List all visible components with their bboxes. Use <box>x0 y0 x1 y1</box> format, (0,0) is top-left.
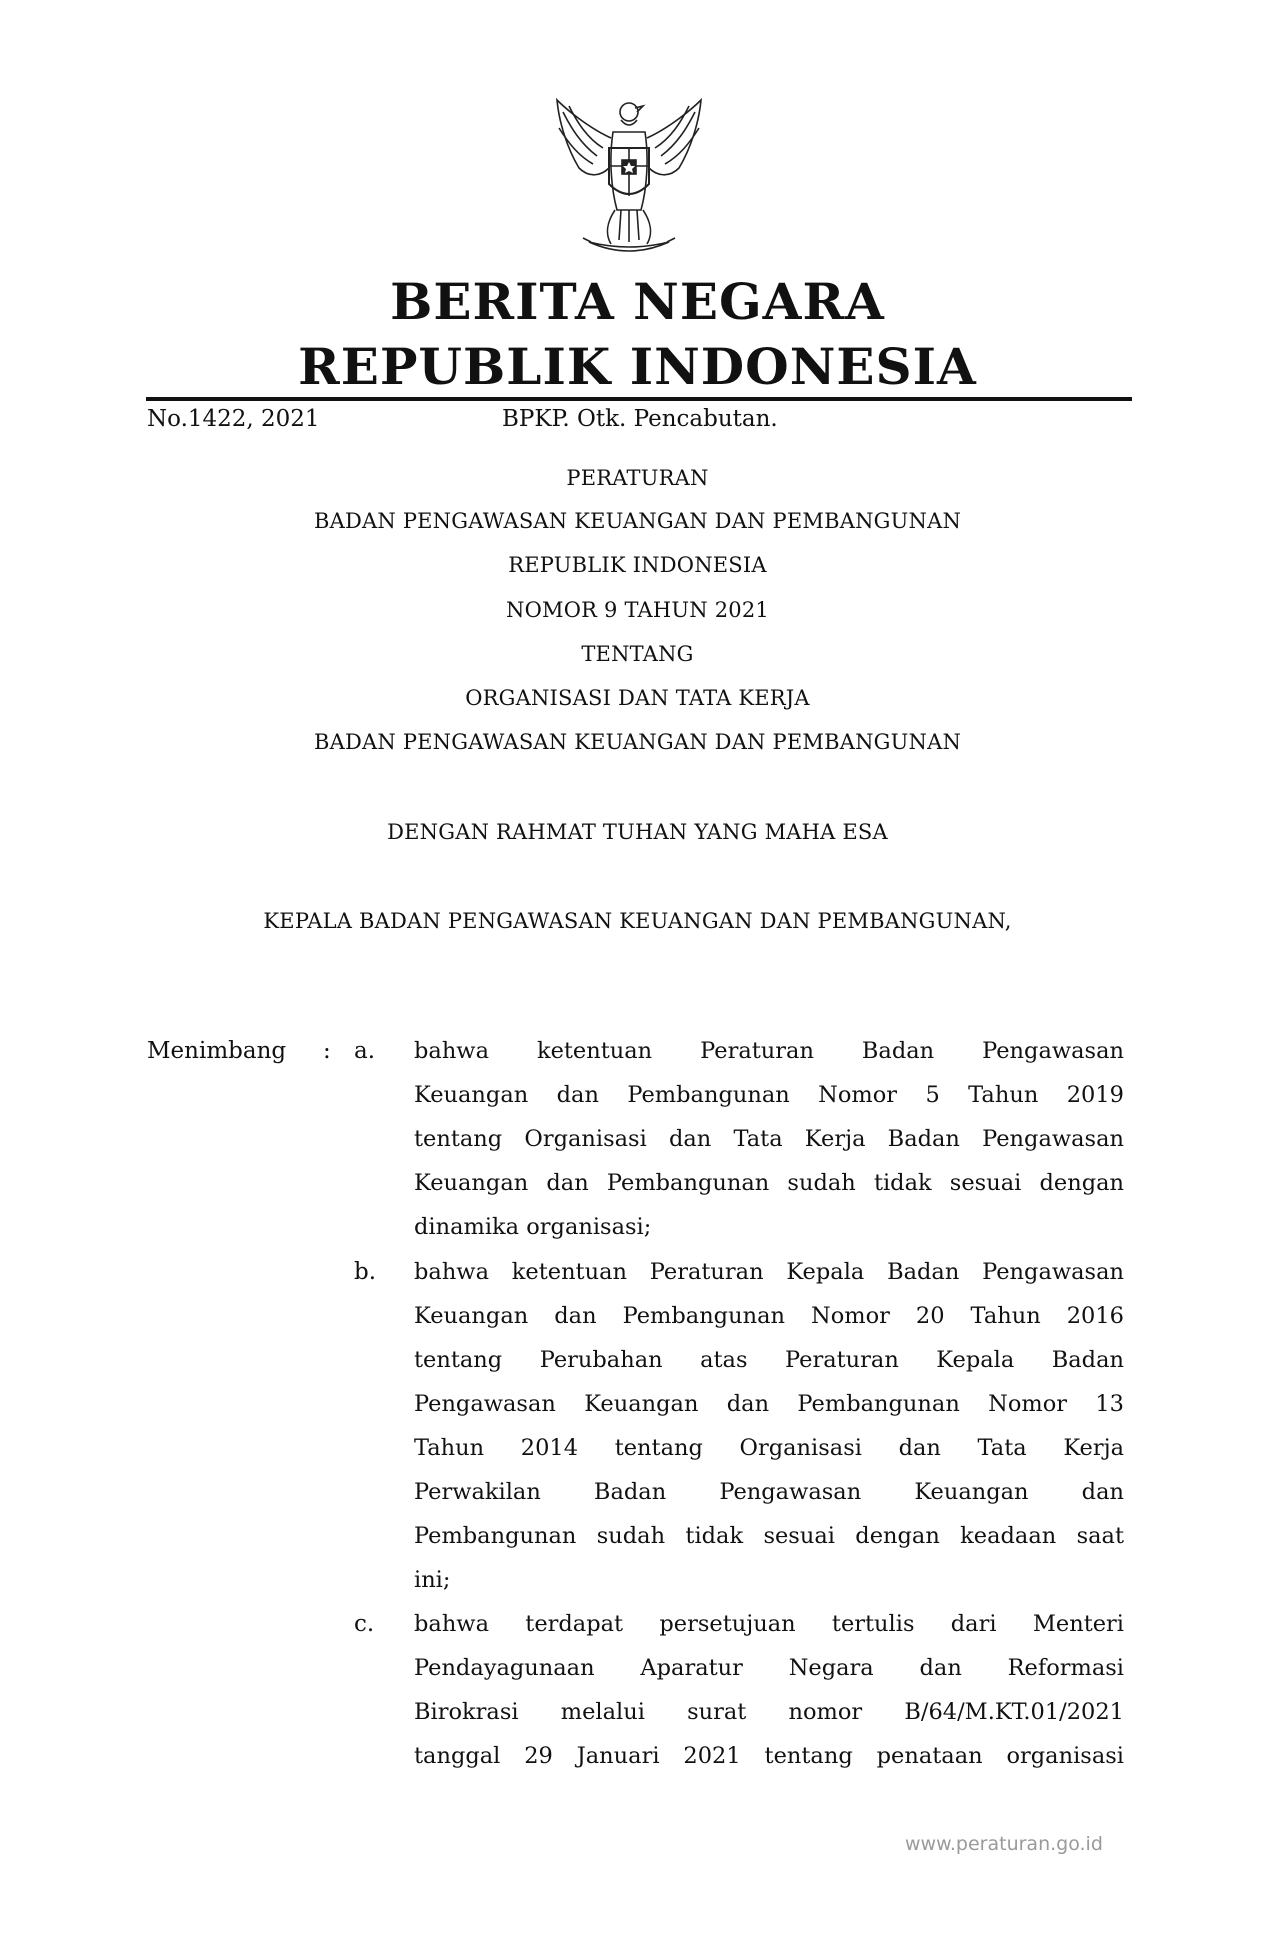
text-line: Tahun 2014 tentang Organisasi dan Tata Kerja <box>414 1435 1124 1461</box>
text-line: Perwakilan Badan Pengawasan Keuangan dan <box>414 1479 1124 1505</box>
menimbang-item-b <box>414 1250 1124 1602</box>
menimbang-colon: : <box>323 1038 331 1064</box>
heading-line: ORGANISASI DAN TATA KERJA <box>465 686 810 710</box>
text-line: Birokrasi melalui surat nomor B/64/M.KT.01/2021 <box>414 1699 1124 1725</box>
text-line: Pembangunan sudah tidak sesuai dengan keadaan saat <box>414 1523 1124 1549</box>
heading-line: NOMOR 9 TAHUN 2021 <box>506 598 769 622</box>
heading-line: REPUBLIK INDONESIA <box>508 553 767 577</box>
text-line: tentang Perubahan atas Peraturan Kepala Badan <box>414 1347 1124 1373</box>
text-line: bahwa ketentuan Peraturan Badan Pengawasan <box>414 1038 1124 1064</box>
header-rule <box>146 397 1132 401</box>
official-title: KEPALA BADAN PENGAWASAN KEUANGAN DAN PEMBANGUNAN, <box>263 909 1012 933</box>
text-line: Keuangan dan Pembangunan Nomor 20 Tahun 2016 <box>414 1303 1124 1329</box>
text-line: tanggal 29 Januari 2021 tentang penataan organisasi <box>414 1743 1124 1769</box>
heading-line: PERATURAN <box>566 466 709 490</box>
footer-url: www.peraturan.go.id <box>905 1833 1103 1855</box>
menimbang-label: Menimbang <box>147 1038 287 1064</box>
garuda-emblem-icon <box>549 98 709 260</box>
text-line: dinamika organisasi; <box>414 1214 652 1240</box>
heading-line: TENTANG <box>581 642 694 666</box>
text-line: bahwa ketentuan Peraturan Kepala Badan Pengawasan <box>414 1259 1124 1285</box>
heading-line: BADAN PENGAWASAN KEUANGAN DAN PEMBANGUNAN <box>313 509 962 533</box>
text-line: bahwa terdapat persetujuan tertulis dari Menteri <box>414 1611 1124 1637</box>
heading-line: BADAN PENGAWASAN KEUANGAN DAN PEMBANGUNAN <box>313 730 962 754</box>
text-line: Keuangan dan Pembangunan Nomor 5 Tahun 2019 <box>414 1082 1124 1108</box>
document-subject: BPKP. Otk. Pencabutan. <box>502 406 778 432</box>
item-letter: c. <box>354 1611 375 1637</box>
menimbang-item-c <box>414 1602 1124 1778</box>
item-letter: b. <box>354 1259 377 1285</box>
text-line: Pendayagunaan Aparatur Negara dan Reformasi <box>414 1655 1124 1681</box>
text-line: Pengawasan Keuangan dan Pembangunan Nomor 13 <box>414 1391 1124 1417</box>
document-number: No.1422, 2021 <box>147 406 320 432</box>
masthead-subtitle: REPUBLIK INDONESIA <box>298 337 977 396</box>
text-line: tentang Organisasi dan Tata Kerja Badan Pengawasan <box>414 1126 1124 1152</box>
masthead-title: BERITA NEGARA <box>390 272 885 331</box>
preamble: DENGAN RAHMAT TUHAN YANG MAHA ESA <box>387 820 888 844</box>
text-line: ini; <box>414 1567 451 1593</box>
item-letter: a. <box>354 1038 376 1064</box>
text-line: Keuangan dan Pembangunan sudah tidak sesuai dengan <box>414 1170 1124 1196</box>
menimbang-item-a <box>414 1029 1124 1249</box>
